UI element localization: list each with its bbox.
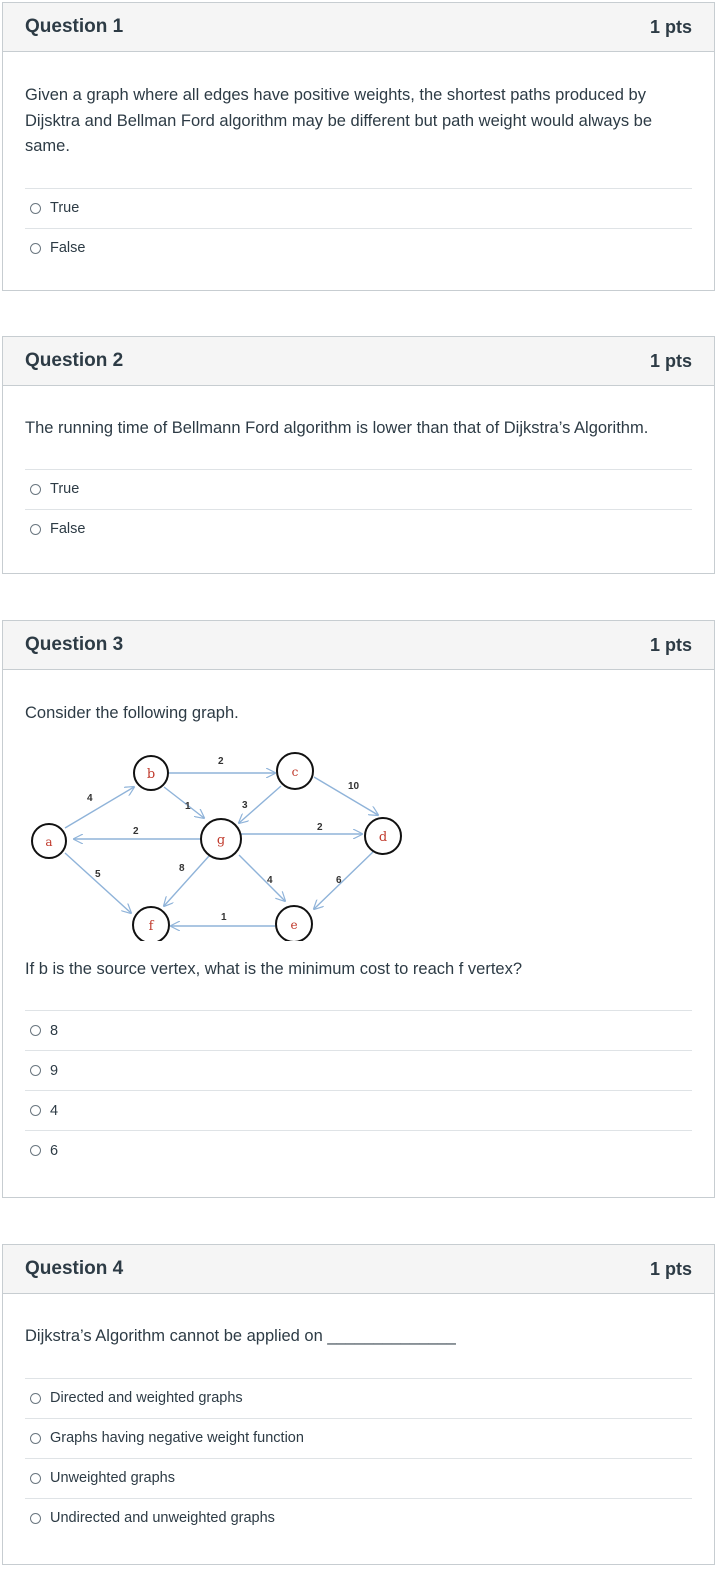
answer-list — [25, 469, 692, 549]
answer-label: Directed and weighted graphs — [50, 1390, 243, 1406]
answer-label: 8 — [50, 1022, 59, 1039]
radio-button[interactable] — [30, 1065, 41, 1076]
question-title: Question 2 — [25, 350, 124, 371]
question-3 — [2, 620, 715, 1198]
answer-label: 9 — [50, 1062, 59, 1079]
answer-list — [25, 1010, 692, 1170]
answer-label: Unweighted graphs — [50, 1470, 175, 1486]
question-points: 1 pts — [649, 634, 692, 655]
question-text-followup: If b is the source vertex, what is the minimum cost to reach f vertex? — [25, 959, 523, 978]
graph-diagram — [29, 731, 429, 941]
edge-weight-label: 10 — [348, 780, 360, 792]
question-text: The running time of Bellmann Ford algorithm is lower than that of Dijkstra’s Algorithm. — [25, 419, 649, 437]
node-label: b — [146, 766, 156, 782]
question-header — [3, 3, 714, 52]
answer-label: False — [50, 521, 86, 537]
radio-button[interactable] — [30, 1473, 41, 1484]
answer-option[interactable] — [25, 1498, 692, 1538]
radio-button[interactable] — [30, 524, 41, 535]
answer-option[interactable] — [25, 509, 692, 549]
answer-label: Undirected and unweighted graphs — [50, 1510, 275, 1526]
edge-weight-label: 2 — [133, 825, 139, 837]
question-2 — [2, 336, 715, 574]
node-label: d — [378, 829, 388, 845]
radio-button[interactable] — [30, 1105, 41, 1116]
edge-b-g — [164, 787, 204, 818]
radio-button[interactable] — [30, 1145, 41, 1156]
answer-option[interactable] — [25, 188, 692, 228]
radio-button[interactable] — [30, 243, 41, 254]
question-header — [3, 1245, 714, 1294]
answer-option[interactable] — [25, 1010, 692, 1050]
radio-button[interactable] — [30, 1433, 41, 1444]
radio-button[interactable] — [30, 1393, 41, 1404]
edge-g-e — [239, 855, 285, 901]
answer-option[interactable] — [25, 1090, 692, 1130]
edge-c-d — [314, 777, 378, 815]
question-text: Consider the following graph. — [25, 704, 239, 722]
node-label: e — [290, 917, 298, 932]
edge-weight-label: 2 — [218, 755, 224, 767]
question-header — [3, 621, 714, 670]
answer-option[interactable] — [25, 228, 692, 268]
edge-weight-label: 4 — [267, 874, 273, 886]
radio-button[interactable] — [30, 203, 41, 214]
radio-button[interactable] — [30, 1025, 41, 1036]
edge-d-e — [314, 851, 374, 909]
question-title: Question 4 — [25, 1258, 124, 1279]
question-header — [3, 337, 714, 386]
answer-list — [25, 1378, 692, 1538]
edge-weight-label: 5 — [95, 868, 101, 880]
question-4 — [2, 1244, 715, 1565]
question-text: Dijkstra’s Algorithm cannot be applied on ______________ — [25, 1327, 456, 1345]
question-1 — [2, 2, 715, 291]
question-points: 1 pts — [649, 350, 692, 371]
edge-weight-label: 2 — [317, 821, 323, 833]
answer-option[interactable] — [25, 1418, 692, 1458]
edge-a-f — [65, 853, 131, 913]
edge-a-b — [65, 787, 134, 828]
answer-label: 4 — [50, 1102, 59, 1119]
node-label: g — [216, 832, 226, 848]
answer-option[interactable] — [25, 1130, 692, 1170]
question-title: Question 1 — [25, 16, 124, 37]
answer-option[interactable] — [25, 1378, 692, 1418]
radio-button[interactable] — [30, 1513, 41, 1524]
radio-button[interactable] — [30, 484, 41, 495]
edge-weight-label: 1 — [221, 911, 227, 923]
answer-label: True — [50, 200, 80, 216]
edge-weight-label: 4 — [87, 792, 93, 804]
answer-list — [25, 188, 692, 268]
answer-option[interactable] — [25, 469, 692, 509]
node-label: f — [148, 918, 154, 934]
answer-label: 6 — [50, 1142, 59, 1159]
question-title: Question 3 — [25, 634, 124, 655]
answer-label: True — [50, 481, 80, 497]
edge-weight-label: 1 — [185, 800, 191, 812]
answer-label: False — [50, 240, 86, 256]
edge-weight-label: 6 — [336, 874, 342, 886]
question-text: Given a graph where all edges have positive weights, the shortest paths produced by Dijsktra and Bellman Ford algorithm may be different but path weight would always be same. — [25, 86, 653, 155]
edge-weight-label: 8 — [179, 862, 185, 874]
question-points: 1 pts — [649, 16, 692, 37]
answer-option[interactable] — [25, 1458, 692, 1498]
node-label: c — [291, 764, 299, 779]
edge-g-f — [164, 856, 209, 906]
edge-weight-label: 3 — [242, 799, 248, 811]
node-label: a — [45, 834, 53, 849]
question-points: 1 pts — [649, 1258, 692, 1279]
answer-option[interactable] — [25, 1050, 692, 1090]
answer-label: Graphs having negative weight function — [50, 1430, 304, 1446]
